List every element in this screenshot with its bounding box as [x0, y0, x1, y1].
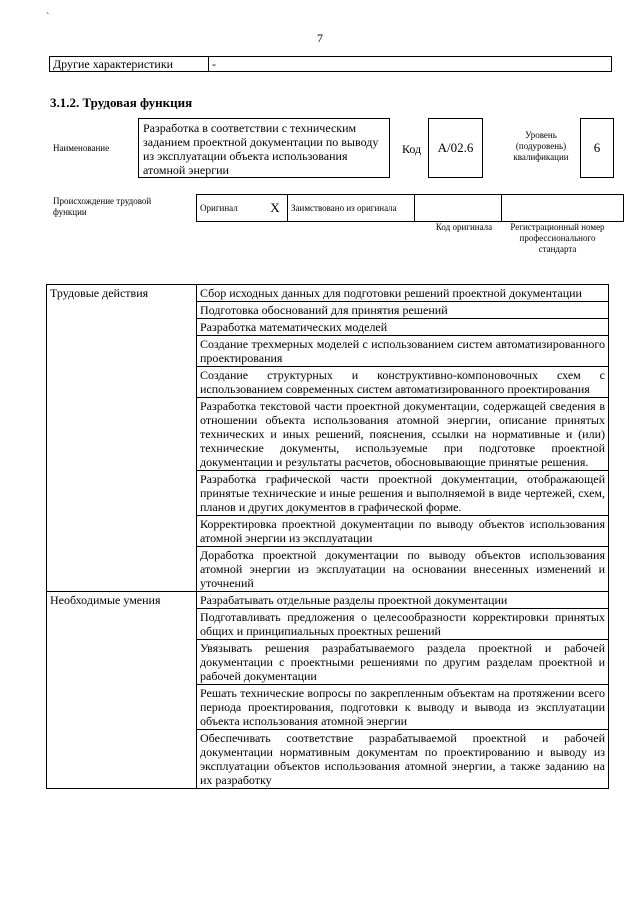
table-row [47, 592, 609, 609]
group-item: Решать технические вопросы по закрепленным объектам на протяжении всего периода проектирования, подготовки к выводу и вывода из эксплуатации объекта использования атомной энергии [197, 685, 609, 730]
other-characteristics-label: Другие характеристики [50, 57, 209, 72]
other-characteristics-value: - [209, 57, 612, 72]
group-label: Трудовые действия [47, 285, 197, 592]
code-original-cell [415, 195, 502, 222]
group-item: Корректировка проектной документации по выводу объектов использования атомной энергии из эксплуатации [197, 516, 609, 547]
table-row [197, 195, 624, 222]
group-item: Создание трехмерных моделей с использованием систем автоматизированного проектирования [197, 336, 609, 367]
section-title: 3.1.2. Трудовая функция [50, 95, 193, 110]
table-row [50, 57, 612, 72]
level-value-box: 6 [580, 118, 614, 178]
main-table [46, 284, 609, 789]
group-item: Подготовка обоснований для принятия решений [197, 302, 609, 319]
group-label: Необходимые умения [47, 592, 197, 789]
group-item: Создание структурных и конструктивно-компоновочных схем с использованием современных систем автоматизированного проектирования [197, 367, 609, 398]
group-item: Разработка текстовой части проектной документации, содержащей сведения в отношении объекта использования атомной энергии, описание принятых технических и иных решений, пояснения, ссылки на нормативные и (или) технические документы, используемые при подготовке проектной документации и результаты расчетов, обосновывающие принятые решения. [197, 398, 609, 471]
group-item: Разрабатывать отдельные разделы проектной документации [197, 592, 609, 609]
reg-number-cell [502, 195, 624, 222]
code-original-label: Код оригинала [435, 222, 493, 232]
group-item: Подготавливать предложения о целесообразности корректировки принятых общих и принципиальных проектных решений [197, 609, 609, 640]
origin-table [196, 194, 624, 222]
group-item: Разработка математических моделей [197, 319, 609, 336]
page-number: 7 [317, 31, 323, 45]
level-label: Уровень (подуровень) квалификации [513, 130, 569, 162]
group-item: Разработка графической части проектной документации, отображающей принятые технические и иные решения и выполняемой в виде чертежей, схем, планов и других документов в графической форме. [197, 471, 609, 516]
code-label: Код [402, 142, 422, 156]
group-item: Сбор исходных данных для подготовки решений проектной документации [197, 285, 609, 302]
other-characteristics-table [49, 56, 612, 72]
reg-number-label: Регистрационный номер профессионального стандарта [510, 222, 605, 254]
borrowed-label: Заимствовано из оригинала [288, 195, 415, 222]
name-label: Наименование [53, 143, 110, 153]
corner-mark: ` [46, 12, 50, 23]
original-label: Оригинал [197, 195, 264, 222]
origin-label: Происхождение трудовой функции [53, 196, 152, 217]
group-item: Увязывать решения разрабатываемого раздела проектной и рабочей документации с проектными решениями по другим разделам проектной и рабочей документации [197, 640, 609, 685]
group-item: Обеспечивать соответствие разрабатываемой проектной и рабочей документации нормативным документам по проектированию и выводу из эксплуатации объектов использования атомной энергии, а также заданию на их разработку [197, 730, 609, 789]
function-name-box: Разработка в соответствии с техническим заданием проектной документации по выводу из эксплуатации объекта использования атомной энергии [138, 118, 390, 178]
function-code-box: A/02.6 [428, 118, 483, 178]
main-table-body [47, 285, 609, 789]
table-row [47, 285, 609, 302]
original-mark: X [263, 195, 288, 222]
group-item: Доработка проектной документации по выводу объектов использования атомной энергии из эксплуатации на основании внесенных изменений и уточнений [197, 547, 609, 592]
